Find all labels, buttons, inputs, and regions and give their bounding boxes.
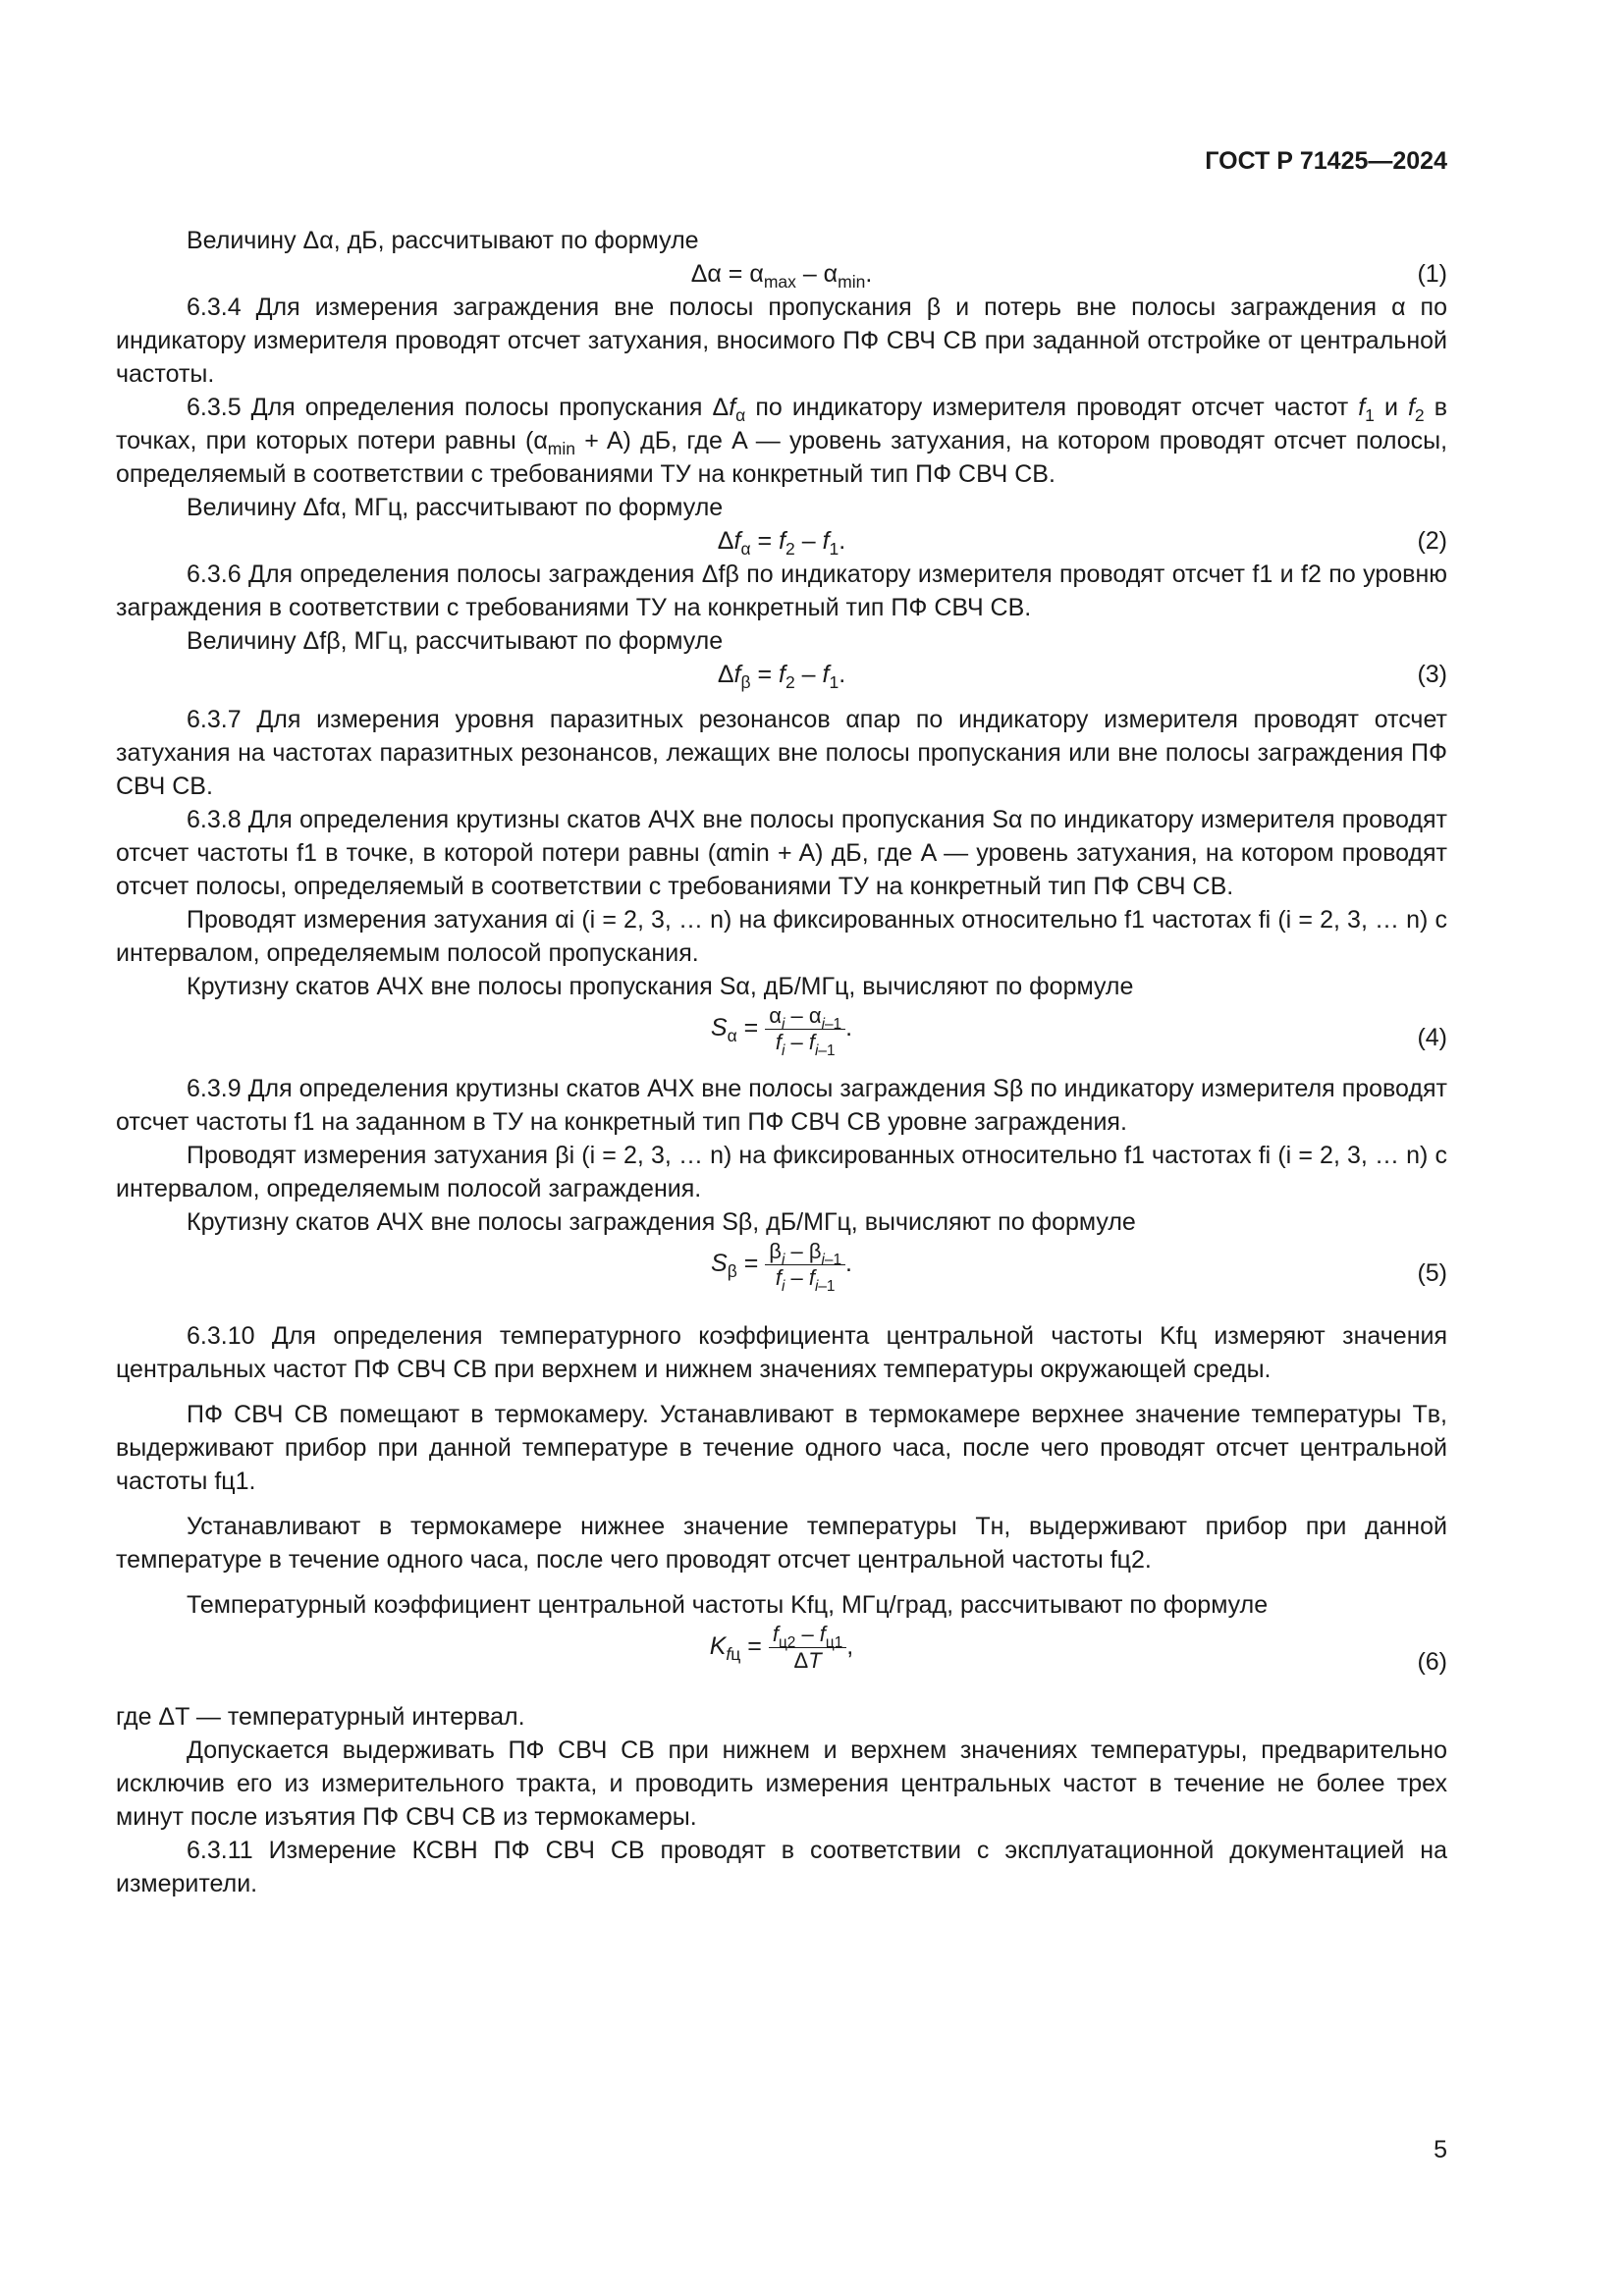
document-header: ГОСТ Р 71425—2024 [1205,147,1447,175]
equation-number: (3) [1417,661,1447,688]
document-body [116,224,1447,1900]
paragraph-6-3-10-c: Устанавливают в термокамере нижнее значение температуры Tн, выдерживают прибор при данной температуре в течение одного часа, после чего проводят отсчет центральной частоты fц2. [116,1513,1447,1574]
equation-number: (6) [1417,1648,1447,1676]
equation-4: $S_\alpha$ = $\frac{\alpha_i - \alpha_{i-1}}{f_i - f_{i-1}}$ . (4) [710,1003,1447,1059]
paragraph-6-3-4: 6.3.4 Для измерения заграждения вне полосы пропускания β и потерь вне полосы заграждения α по индикатору измерителя проводят отсчет затухания, вносимого ПФ СВЧ СВ при заданной отстройке от центральной частоты. [116,294,1447,388]
paragraph-6-3-10: 6.3.10 Для определения температурного коэффициента центральной частоты Kfц измеряют значения центральных частот ПФ СВЧ СВ при верхнем и нижнем значениях температуры окружающей среды. [116,1322,1447,1383]
paragraph-intro-1: Величину Δα, дБ, рассчитывают по формуле [187,227,699,254]
paragraph-where: где ΔT — температурный интервал. [116,1703,525,1731]
paragraph-intro-5: Крутизну скатов АЧХ вне полосы заграждения Sβ, дБ/МГц, вычисляют по формуле [187,1208,1136,1236]
paragraph-6-3-6: 6.3.6 Для определения полосы заграждения Δfβ по индикатору измерителя проводят отсчет f1 и f2 по уровню заграждения в соответствии с требованиями ТУ на конкретный тип ПФ СВЧ СВ. [116,561,1447,621]
paragraph-intro-6: Температурный коэффициент центральной частоты Kfц, МГц/град, рассчитывают по формуле [187,1591,1269,1619]
equation-number: (5) [1417,1259,1447,1287]
page-number: 5 [1434,2136,1447,2163]
equation-number: (2) [1417,527,1447,555]
paragraph-6-3-5: 6.3.5 Для определения полосы пропускания $\Delta f_\alpha$ по индикатору измерителя проводят отсчет частот $f_1$ и $f_2$ в точках, при которых потери равны $(\alpha_{min} + A)$ дБ, где A — уровень затухания, на котором проводят отсчет полосы, определяемый в соответствии с требованиями ТУ на конкретный тип ПФ СВЧ СВ. [116,394,1448,488]
paragraph-6-3-8: 6.3.8 Для определения крутизны скатов АЧХ вне полосы пропускания Sα по индикатору измерителя проводят отсчет частоты f1 в точке, в которой потери равны (αmin + A) дБ, где A — уровень затухания, на котором проводят отсчет полосы, определяемый в соответствии с требованиями ТУ на конкретный тип ПФ СВЧ СВ. [116,806,1447,900]
paragraph-intro-4: Крутизну скатов АЧХ вне полосы пропускания Sα, дБ/МГц, вычисляют по формуле [187,973,1134,1000]
paragraph-6-3-10-b: ПФ СВЧ СВ помещают в термокамеру. Устанавливают в термокамере верхнее значение температуры Tв, выдерживают прибор при данной температуре в течение одного часа, после чего проводят отсчет центральной частоты fц1. [116,1401,1447,1495]
equation-number: (4) [1417,1024,1447,1051]
paragraph-6-3-9: 6.3.9 Для определения крутизны скатов АЧХ вне полосы заграждения Sβ по индикатору измерителя проводят отсчет частоты f1 на заданном в ТУ на конкретный тип ПФ СВЧ СВ уровне заграждения. [116,1075,1447,1136]
paragraph-6-3-8-b: Проводят измерения затухания αi (i = 2, 3, … n) на фиксированных относительно f1 частотах fi (i = 2, 3, … n) с интервалом, определяемым полосой пропускания. [116,906,1447,967]
equation-5: $S_\beta$ = $\frac{\beta_i - \beta_{i-1}}{f_i - f_{i-1}}$ . (5) [711,1239,1447,1295]
paragraph-intro-3: Величину Δfβ, МГц, рассчитывают по формуле [187,627,724,655]
equation-number: (1) [1417,260,1447,288]
equation-1: $\Delta\alpha = \alpha_{max} - \alpha_{min}$. (1) [116,257,1447,291]
equation-6: $K_{fц}$ = $\frac{f_{ц2} - f_{ц1}}{\Delta T}$ , (6) [116,1622,1447,1700]
paragraph-6-3-7: 6.3.7 Для измерения уровня паразитных резонансов αпар по индикатору измерителя проводят отсчет затухания на частотах паразитных резонансов, лежащих вне полосы пропускания или вне полосы заграждения ПФ СВЧ СВ. [116,706,1447,800]
paragraph-6-3-11: 6.3.11 Измерение КСВН ПФ СВЧ СВ проводят в соответствии с эксплуатационной документацией на измерители. [116,1837,1447,1897]
paragraph-intro-2: Величину Δfα, МГц, рассчитывают по формуле [187,494,724,521]
paragraph-allowance: Допускается выдерживать ПФ СВЧ СВ при нижнем и верхнем значениях температуры, предварительно исключив его из измерительного тракта, и проводить измерения центральных частот в течение не более трех минут после изъятия ПФ СВЧ СВ из термокамеры. [116,1736,1447,1831]
paragraph-6-3-9-b: Проводят измерения затухания βi (i = 2, 3, … n) на фиксированных относительно f1 частотах fi (i = 2, 3, … n) с интервалом, определяемым полосой заграждения. [116,1142,1447,1202]
equation-3: $\Delta f_\beta = f_2 - f_1$. (3) [116,658,1447,691]
equation-2: $\Delta f_\alpha = f_2 - f_1$. (2) [116,524,1447,558]
